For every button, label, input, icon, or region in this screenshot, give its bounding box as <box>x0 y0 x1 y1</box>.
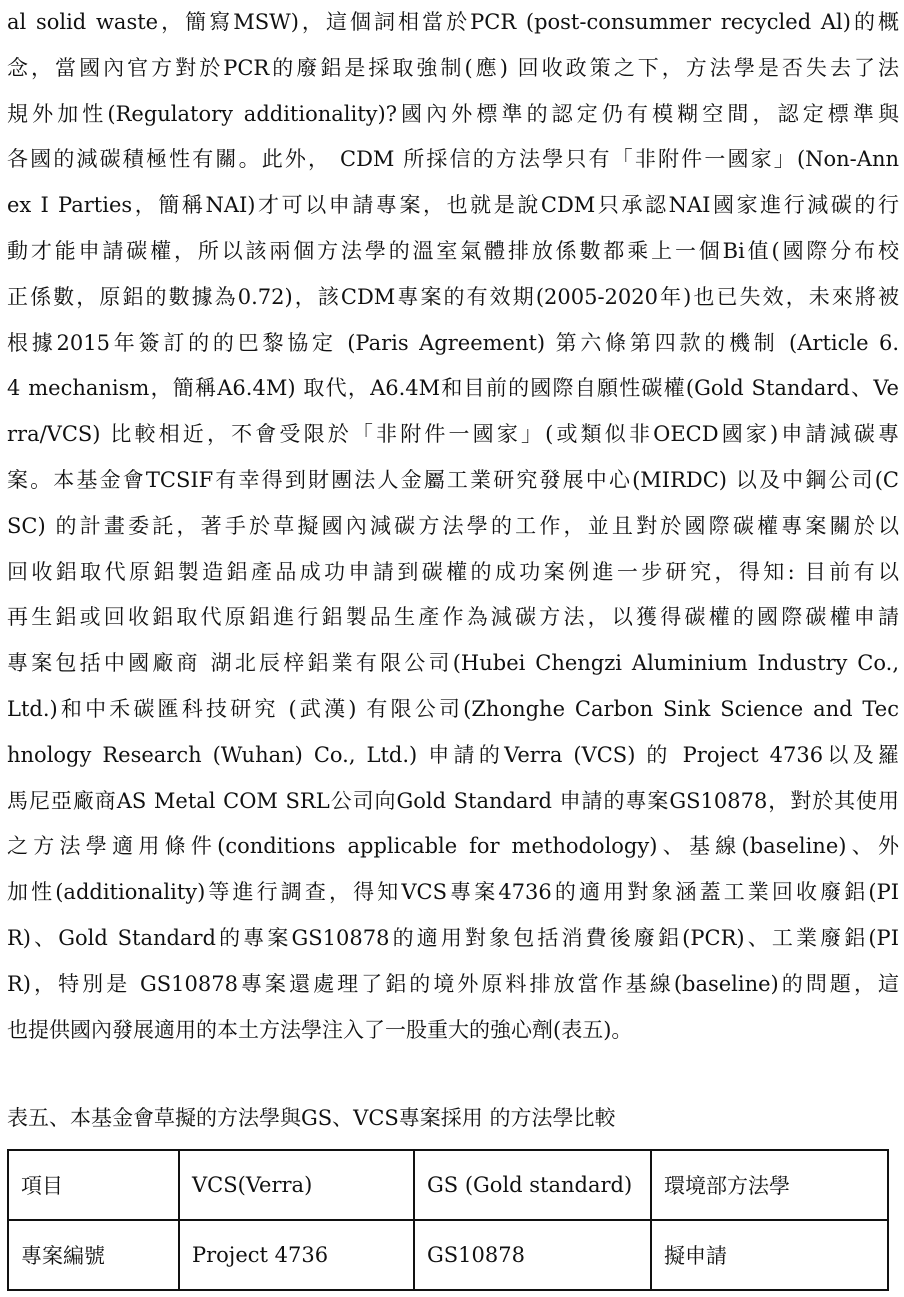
table-cell: 專案編號 <box>8 1220 179 1290</box>
paragraph-line: 加性(additionality)等進行調查，得知VCS專案4736的適用對象涵蓋工業回收廢鋁(PI <box>7 880 899 905</box>
paragraph-line: 專案包括中國廠商 湖北辰梓鋁業有限公司(Hubei Chengzi Aluminium Industry Co., <box>7 651 899 676</box>
paragraph-line: al solid waste，簡寫MSW)，這個詞相當於PCR (post-consummer recycled Al)的概 <box>7 10 899 34</box>
paragraph-line: 回收鋁取代原鋁製造鋁產品成功申請到碳權的成功案例進一步研究，得知: 目前有以 <box>7 559 899 584</box>
table-caption: 表五、本基金會草擬的方法學與GS、VCS專案採用 的方法學比較 <box>7 1106 616 1130</box>
table-header-row <box>8 1150 888 1220</box>
table-cell: 擬申請 <box>651 1220 888 1290</box>
paragraph-line: hnology Research (Wuhan) Co., Ltd.) 申請的Verra (VCS) 的 Project 4736以及羅 <box>7 742 899 767</box>
header-cell: 環境部方法學 <box>651 1150 888 1220</box>
paragraph-line: R)、Gold Standard的專案GS10878的適用對象包括消費後廢鋁(PCR)、工業廢鋁(PI <box>7 925 899 950</box>
paragraph-line: 也提供國內發展適用的本土方法學注入了一股重大的強心劑(表五)。 <box>7 1017 633 1042</box>
paragraph-line: 根據2015年簽訂的的巴黎協定 (Paris Agreement) 第六條第四款的機制 (Article 6. <box>7 330 899 355</box>
paragraph-line: 正係數，原鋁的數據為0.72)，該CDM專案的有效期(2005-2020年)也已失效，未來將被 <box>7 284 899 309</box>
table-cell: Project 4736 <box>179 1220 414 1290</box>
table-cell: GS10878 <box>414 1220 651 1290</box>
paragraph-line: SC) 的計畫委託，著手於草擬國內減碳方法學的工作，並且對於國際碳權專案關於以 <box>7 513 899 538</box>
paragraph-line: R)，特別是 GS10878專案還處理了鋁的境外原料排放當作基線(baseline)的問題，這 <box>7 971 899 996</box>
paragraph-line: ex I Parties，簡稱NAI)才可以申請專案，也就是說CDM只承認NAI國家進行減碳的行 <box>7 193 899 218</box>
paragraph-line: 之方法學適用條件(conditions applicable for methodology)、基線(baseline)、外 <box>7 834 899 859</box>
comparison-table <box>7 1149 889 1291</box>
paragraph-line: 各國的減碳積極性有關。此外， CDM 所採信的方法學只有「非附件一國家」(Non-Ann <box>7 147 899 172</box>
paragraph-line: 規外加性(Regulatory additionality)?國內外標準的認定仍有模糊空間，認定標準與 <box>7 101 899 126</box>
paragraph-line: 再生鋁或回收鋁取代原鋁進行鋁製品生產作為減碳方法，以獲得碳權的國際碳權申請 <box>7 605 899 630</box>
header-cell: GS (Gold standard) <box>414 1150 651 1220</box>
header-cell: 項目 <box>8 1150 179 1220</box>
paragraph-line: 馬尼亞廠商AS Metal COM SRL公司向Gold Standard 申請的專案GS10878，對於其使用 <box>7 788 899 813</box>
table-row <box>8 1220 888 1290</box>
paragraph-line: 4 mechanism，簡稱A6.4M) 取代，A6.4M和目前的國際自願性碳權(Gold Standard、Ve <box>7 376 899 401</box>
paragraph-line: 案。本基金會TCSIF有幸得到財團法人金屬工業研究發展中心(MIRDC) 以及中鋼公司(C <box>7 467 899 492</box>
header-cell: VCS(Verra) <box>179 1150 414 1220</box>
paragraph-line: 動才能申請碳權，所以該兩個方法學的溫室氣體排放係數都乘上一個Bi值(國際分布校 <box>7 238 899 263</box>
paragraph-line: Ltd.)和中禾碳匯科技研究 (武漢) 有限公司(Zhonghe Carbon Sink Science and Tec <box>7 696 899 721</box>
paragraph-line: 念，當國內官方對於PCR的廢鋁是採取強制(應) 回收政策之下，方法學是否失去了法 <box>7 55 899 80</box>
body-paragraph <box>7 0 899 1053</box>
paragraph-line: rra/VCS) 比較相近，不會受限於「非附件一國家」(或類似非OECD國家)申請減碳專 <box>7 422 899 447</box>
